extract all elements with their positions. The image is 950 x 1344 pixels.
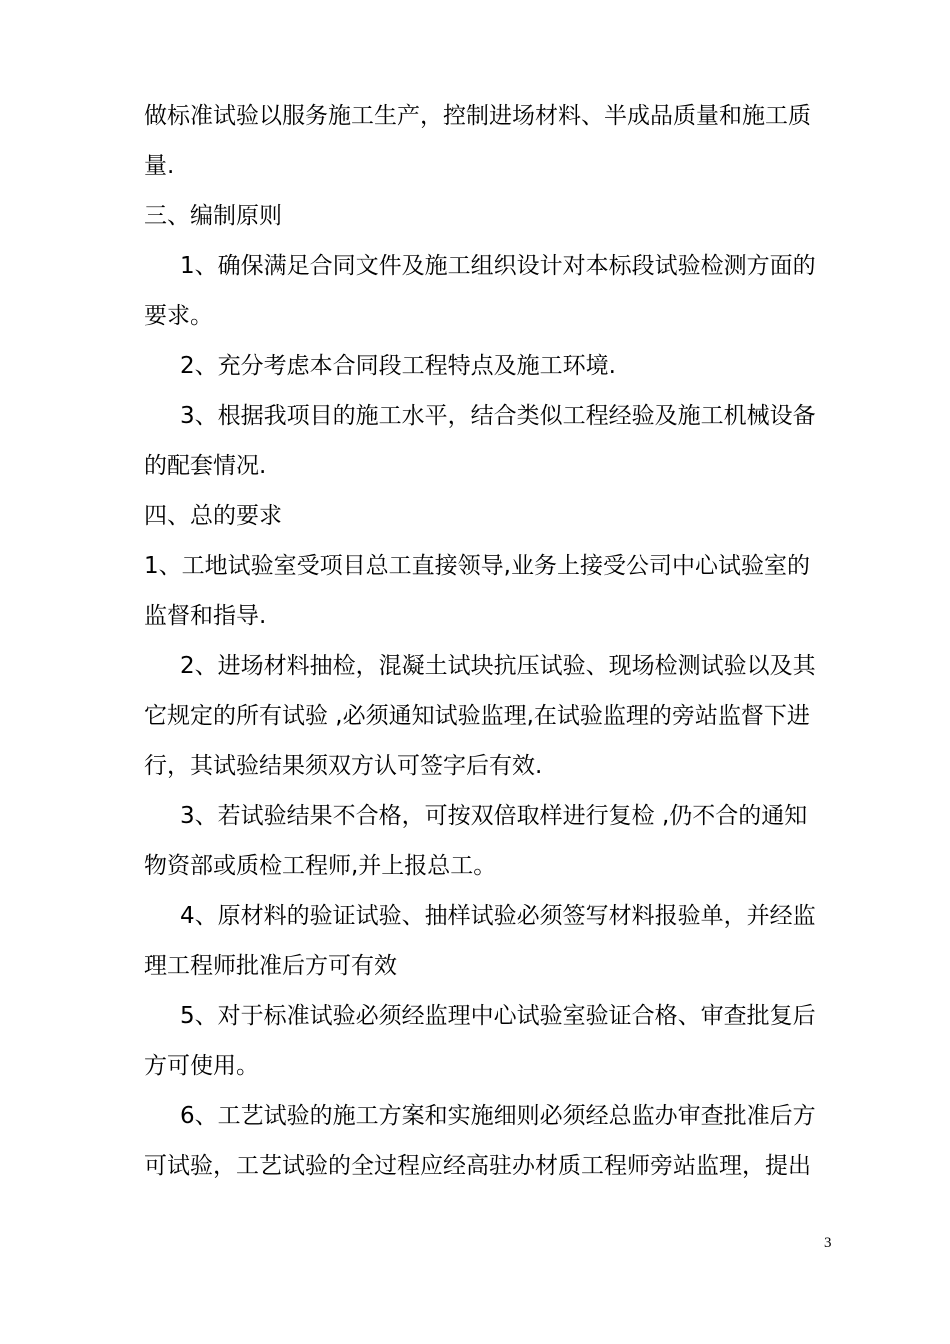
text-line-20: 方可使用。	[144, 1053, 259, 1079]
text-line-13: 它规定的所有试验 ,必须通知试验监理,在试验监理的旁站监督下进	[144, 703, 810, 729]
text-line-15: 3、若试验结果不合格，可按双倍取样进行复检 ,仍不合的通知	[180, 803, 808, 829]
text-line-11: 监督和指导.	[144, 603, 267, 629]
text-line-5: 要求。	[144, 303, 213, 329]
text-line-19: 5、对于标准试验必须经监理中心试验室验证合格、审查批复后	[180, 1003, 816, 1029]
text-line-1: 做标准试验以服务施工生产，控制进场材料、半成品质量和施工质	[144, 103, 811, 129]
text-line-12: 2、进场材料抽检，混凝土试块抗压试验、现场检测试验以及其	[180, 653, 816, 679]
section-heading-4: 四、总的要求	[144, 503, 282, 529]
page-number: 3	[824, 1235, 832, 1251]
text-line-22: 可试验，工艺试验的全过程应经高驻办材质工程师旁站监理，提出	[144, 1153, 811, 1179]
text-line-7: 3、根据我项目的施工水平，结合类似工程经验及施工机械设备	[180, 403, 816, 429]
text-line-21: 6、工艺试验的施工方案和实施细则必须经总监办审查批准后方	[180, 1103, 816, 1129]
text-line-16: 物资部或质检工程师,并上报总工。	[144, 853, 497, 879]
text-line-8: 的配套情况.	[144, 453, 267, 479]
text-line-10: 1、工地试验室受项目总工直接领导,业务上接受公司中心试验室的	[144, 553, 810, 579]
text-line-17: 4、原材料的验证试验、抽样试验必须签写材料报验单，并经监	[180, 903, 816, 929]
text-line-6: 2、充分考虑本合同段工程特点及施工环境.	[180, 353, 616, 379]
text-line-18: 理工程师批准后方可有效	[144, 953, 397, 979]
text-line-14: 行，其试验结果须双方认可签字后有效.	[144, 753, 543, 779]
text-line-2: 量.	[144, 153, 175, 179]
section-heading-3: 三、编制原则	[144, 203, 282, 229]
text-line-4: 1、确保满足合同文件及施工组织设计对本标段试验检测方面的	[180, 253, 816, 279]
